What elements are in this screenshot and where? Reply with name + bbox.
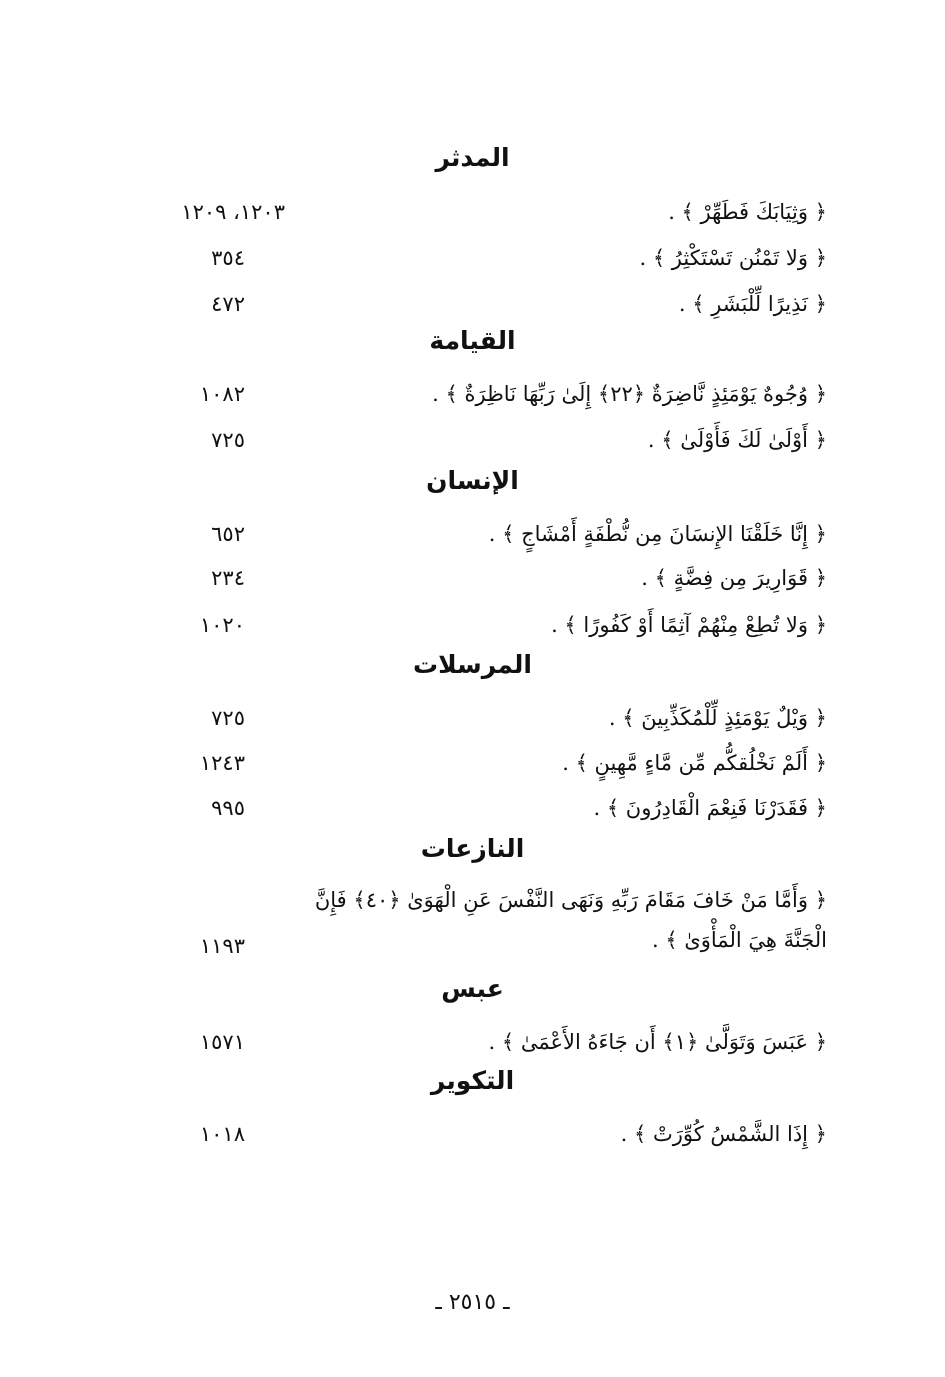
surah-title-qiyamah: القيامة <box>429 326 516 355</box>
verse-text: ﴿ إِنَّا خَلَقْنَا الإِنسَانَ مِن نُّطْفَةٍ أَمْشَاجٍ ﴾ . <box>488 522 827 546</box>
verse-text: ﴿ وَلا تُطِعْ مِنْهُمْ آثِمًا أَوْ كَفُورًا ﴾ . <box>551 613 827 637</box>
surah-title-muddaththir: المدثر <box>435 143 510 172</box>
page-reference: ١٠١٨ <box>199 1122 245 1146</box>
index-entry <box>0 743 945 783</box>
index-entry <box>0 605 945 645</box>
index-entry <box>0 238 945 278</box>
verse-text: ﴿ أَلَمْ نَخْلُقكُّم مِّن مَّاءٍ مَّهِينٍ ﴾ . <box>562 751 827 775</box>
surah-title-mursalat: المرسلات <box>413 650 532 679</box>
index-entry <box>0 514 945 554</box>
page-reference: ٩٩٥ <box>211 796 245 820</box>
verse-text: ﴿ وَأَمَّا مَنْ خَافَ مَقَامَ رَبِّهِ وَنَهَى النَّفْسَ عَنِ الْهَوَىٰ ﴿٤٠﴾ فَإِنَّ الْجَنَّةَ هِيَ الْمَأْوَىٰ ﴾ . <box>314 888 827 952</box>
verse-text: ﴿ عَبَسَ وَتَوَلَّىٰ ﴿١﴾ أَن جَاءَهُ الأَعْمَىٰ ﴾ . <box>488 1030 827 1054</box>
page-reference: ١٠٨٢ <box>199 382 245 406</box>
page-reference: ١٢٤٣ <box>199 751 245 775</box>
surah-title-naziat: النازعات <box>420 834 525 863</box>
surah-title-takwir: التكوير <box>430 1066 515 1095</box>
page-reference: ١١٩٣ <box>199 934 245 958</box>
verse-text: ﴿ وَثِيَابَكَ فَطَهِّرْ ﴾ . <box>668 200 827 224</box>
page-reference: ١٥٧١ <box>199 1030 245 1054</box>
verse-text: ﴿ فَقَدَرْنَا فَنِعْمَ الْقَادِرُونَ ﴾ . <box>593 796 827 820</box>
index-entry <box>0 1114 945 1154</box>
verse-text: ﴿ قَوَارِيرَ مِن فِضَّةٍ ﴾ . <box>641 566 827 590</box>
index-entry <box>0 788 945 828</box>
index-entry <box>0 880 945 970</box>
index-entry <box>0 698 945 738</box>
verse-text: ﴿ نَذِيرًا لِّلْبَشَرِ ﴾ . <box>678 292 827 316</box>
page-reference: ٧٢٥ <box>211 428 245 452</box>
page-reference: ٤٧٢ <box>211 292 245 316</box>
verse-text: ﴿ إِذَا الشَّمْسُ كُوِّرَتْ ﴾ . <box>620 1122 827 1146</box>
index-entry <box>0 420 945 460</box>
surah-title-abasa: عبس <box>441 974 504 1003</box>
page-reference: ٢٣٤ <box>211 566 245 590</box>
index-entry <box>0 1022 945 1062</box>
index-entry <box>0 284 945 324</box>
index-entry <box>0 558 945 598</box>
index-entry <box>0 374 945 414</box>
verse-text: ﴿ أَوْلَىٰ لَكَ فَأَوْلَىٰ ﴾ . <box>647 428 827 452</box>
page-reference: ٧٢٥ <box>211 706 245 730</box>
verse-text: ﴿ وَلا تَمْنُن تَسْتَكْثِرُ ﴾ . <box>639 246 827 270</box>
page-reference: ٣٥٤ <box>211 246 245 270</box>
page-number: ـ ٢٥١٥ ـ <box>435 1290 510 1315</box>
verse-text: ﴿ وَيْلٌ يَوْمَئِذٍ لِّلْمُكَذِّبِينَ ﴾ . <box>608 706 827 730</box>
surah-title-insan: الإنسان <box>426 466 519 495</box>
page-reference: ٦٥٢ <box>211 522 245 546</box>
page-reference: ١٠٢٠ <box>199 613 245 637</box>
page-reference: ١٢٠٣، ١٢٠٩ <box>181 200 285 224</box>
verse-text: ﴿ وُجُوهٌ يَوْمَئِذٍ نَّاضِرَةٌ ﴿٢٢﴾ إِلَىٰ رَبِّهَا نَاظِرَةٌ ﴾ . <box>432 382 827 406</box>
index-entry <box>0 192 945 232</box>
